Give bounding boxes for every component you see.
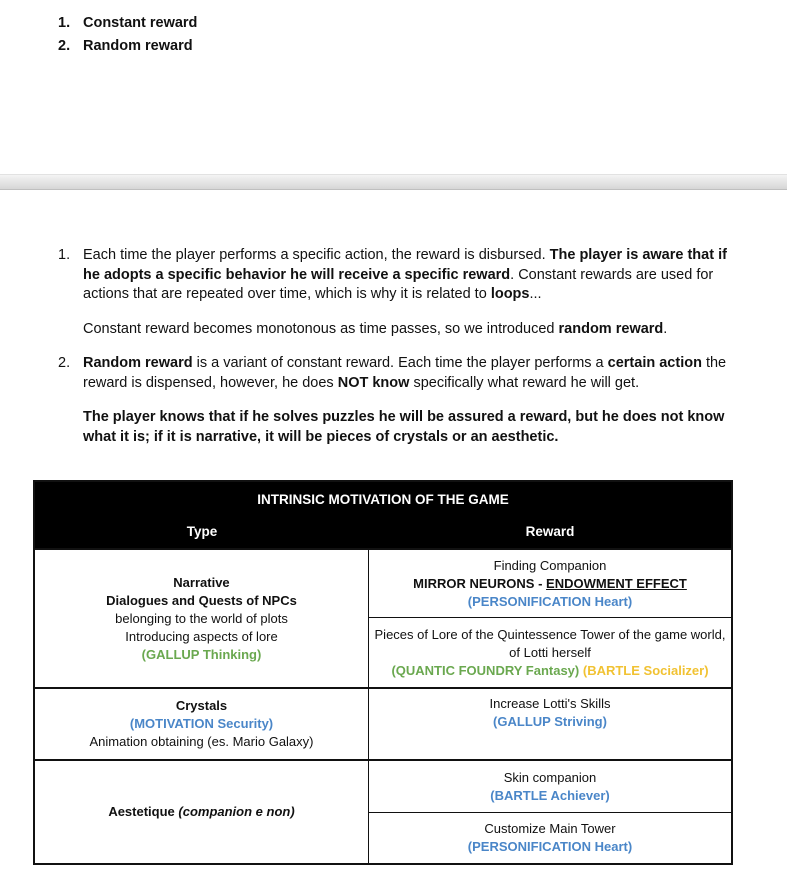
bold-text: random reward — [558, 320, 664, 337]
reward-bold: MIRROR NEURONS - — [413, 575, 547, 591]
list-number: 2. — [58, 355, 71, 371]
list-item — [58, 14, 197, 37]
table-row — [35, 548, 731, 687]
type-note: (companion e non) — [178, 804, 295, 819]
text: the reward is dispensed, however, he does — [83, 355, 727, 391]
table-header — [35, 482, 731, 548]
reward-explanation-list — [58, 246, 738, 447]
text: Each time the player performs a specific action, the reward is disbursed. — [83, 247, 550, 263]
type-title: Narrative — [173, 574, 230, 590]
reward-item — [369, 812, 731, 863]
type-title: Aestetique — [108, 804, 179, 819]
reward-tag: (PERSONIFICATION Heart) — [467, 593, 633, 609]
reward-item — [369, 689, 731, 759]
reward-text: Increase Lotti's Skills — [489, 696, 611, 711]
list-item-constant-reward — [58, 246, 738, 339]
type-cell-crystals — [35, 689, 369, 759]
text: is a variant of constant reward. Each time the player performs a — [192, 355, 608, 371]
paragraph — [83, 320, 738, 340]
text: ... — [529, 286, 542, 302]
table-row — [35, 759, 731, 863]
type-tag: (GALLUP Thinking) — [141, 646, 262, 662]
type-title: Crystals — [175, 698, 228, 713]
list-text: Random reward — [83, 38, 193, 54]
column-header-type: Type — [186, 524, 218, 539]
type-text: belonging to the world of plots — [115, 610, 288, 626]
reward-item — [369, 550, 731, 617]
page-break — [0, 174, 787, 190]
reward-text: Skin companion — [503, 769, 597, 785]
type-cell-aestetique — [35, 761, 369, 863]
reward-item — [369, 761, 731, 812]
bold-text: certain action — [607, 355, 702, 371]
text: . Constant rewards are used for actions that are repeated over time, which is why it is related to — [83, 266, 714, 302]
reward-tag: (BARTLE Socializer) — [579, 662, 709, 678]
motivation-table — [33, 480, 733, 865]
paragraph — [83, 246, 738, 305]
reward-cell — [369, 550, 731, 687]
reward-text: Pieces of Lore of the Quintessence Tower of the game world, of Lotti herself — [374, 626, 726, 660]
list-number: 2. — [58, 38, 71, 54]
text: Constant reward becomes monotonous as time passes, so we introduced — [83, 320, 559, 337]
bold-text: The player is aware that if he adopts a specific behavior he will receive a specific reward — [83, 247, 727, 283]
bold-text: loops — [490, 286, 530, 302]
table-row — [35, 687, 731, 759]
reward-text: Finding Companion — [493, 557, 607, 573]
reward-underlined: ENDOWMENT EFFECT — [546, 575, 687, 591]
type-cell-narrative — [35, 550, 369, 687]
column-header-reward: Reward — [525, 524, 575, 539]
type-tag: (MOTIVATION Security) — [129, 716, 274, 731]
summary-list — [58, 14, 197, 60]
bold-text: NOT know — [337, 374, 410, 391]
reward-cell — [369, 689, 731, 759]
paragraph-bold: The player knows that if he solves puzzles he will be assured a reward, but he does not know what it is; if it is narrative, it will be pieces of crystals or an aesthetic. — [83, 409, 725, 445]
reward-text: Customize Main Tower — [484, 821, 616, 836]
text: specifically what reward he will get. — [409, 374, 640, 391]
type-subtitle: Dialogues and Quests of NPCs — [106, 592, 297, 608]
list-number: 1. — [58, 15, 71, 31]
text: . — [663, 320, 668, 337]
reward-tag: (BARTLE Achiever) — [490, 787, 610, 803]
list-item-random-reward — [58, 354, 738, 447]
list-number: 1. — [58, 247, 71, 263]
type-text: Animation obtaining (es. Mario Galaxy) — [89, 734, 314, 749]
reward-tag: (GALLUP Striving) — [493, 714, 607, 729]
reward-cell — [369, 761, 731, 863]
list-item — [58, 37, 197, 60]
list-text: Constant reward — [83, 15, 198, 31]
reward-tag: (PERSONIFICATION Heart) — [467, 839, 633, 854]
bold-text: Random reward — [83, 355, 193, 371]
reward-tag: (QUANTIC FOUNDRY Fantasy) — [391, 662, 580, 678]
type-text: Introducing aspects of lore — [125, 628, 278, 644]
table-title: INTRINSIC MOTIVATION OF THE GAME — [257, 492, 509, 507]
paragraph — [83, 354, 738, 393]
reward-item — [369, 617, 731, 687]
